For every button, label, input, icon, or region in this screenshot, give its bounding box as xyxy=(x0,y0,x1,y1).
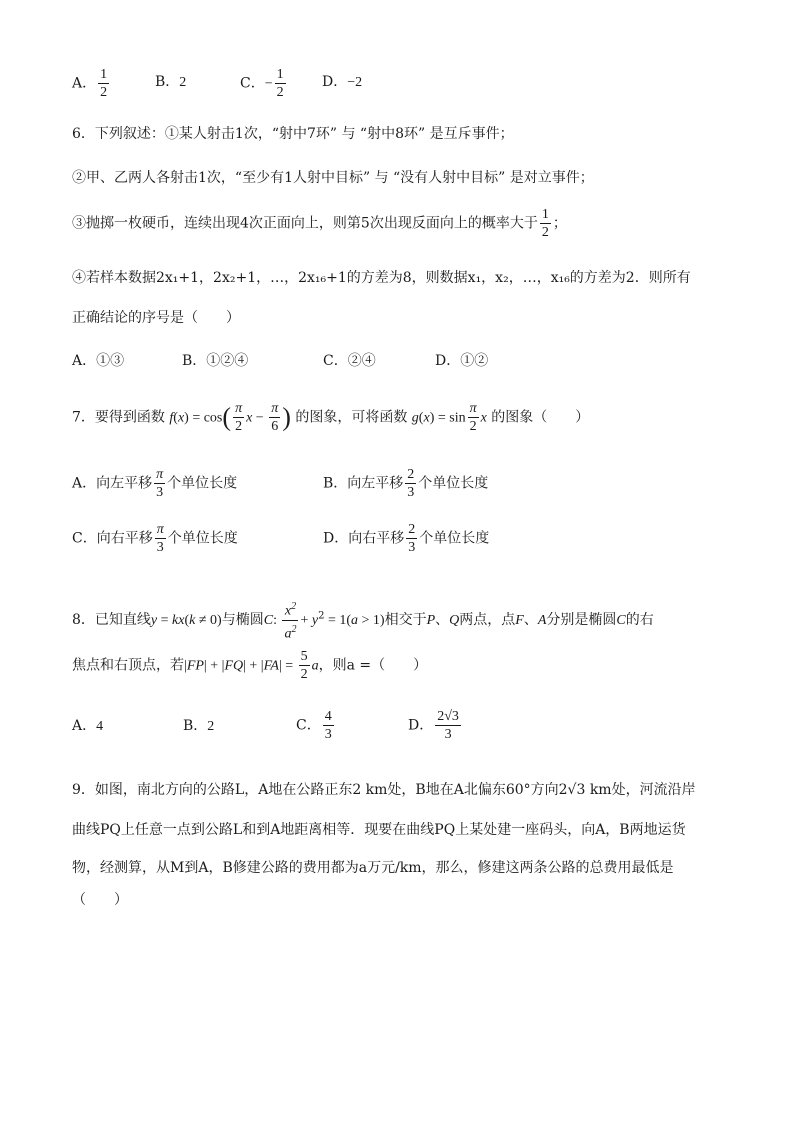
q9-line-3: 物，经测算，从M到A，B修建公路的费用都为a万元/km，那么，修建这两条公路的总费用最低是 xyxy=(72,860,674,876)
q6-item-3: ③抛掷一枚硬币，连续出现4次正面向上，则第5次出现反面向上的概率大于 $\frac{1}{2}$ ； xyxy=(72,207,567,240)
q6-option-b: B．①②④ xyxy=(182,353,249,369)
q8-option-b: B．2 xyxy=(183,718,215,734)
q8-stem-cont: 焦点和右顶点，若|FP| + |FQ| + |FA| = $\frac{5}{2}$ a，则a =（ ） xyxy=(72,649,428,682)
q8-option-c: C． $\frac{4}{3}$ xyxy=(296,709,332,742)
q9-line-1: 9．如图，南北方向的公路L，A地在公路正东2 km处，B地在A北偏东60°方向2√3 km处，河流沿岸 xyxy=(72,782,696,798)
q9-line-4: （ ） xyxy=(72,892,128,908)
q5-option-b: B．2 xyxy=(155,74,187,90)
q6-option-c: C．②④ xyxy=(323,353,376,369)
q7-option-b: B．向左平移 $\frac{2}{3}$ 个单位长度 xyxy=(323,467,489,500)
q5-option-c: C．− $\frac{1}{2}$ xyxy=(240,67,284,100)
q9-line-2: 曲线PQ上任意一点到公路L和到A地距离相等．现要在曲线PQ上某处建一座码头，向A，B两地运货 xyxy=(72,822,686,838)
q7-option-d: D．向右平移 $\frac{2}{3}$ 个单位长度 xyxy=(323,522,490,555)
q8-stem: 8．已知直线y = kx(k ≠ 0)与椭圆C: $\frac{x^2}{a^2}$ + $y^2 = 1(a > 1)$相交于P、Q两点，点F、A分别是椭圆C的右 xyxy=(72,598,654,642)
q6-option-d: D．①② xyxy=(435,353,489,369)
q6-option-a: A．①③ xyxy=(72,353,125,369)
q7-option-c: C．向右平移 $\frac{\pi}{3}$ 个单位长度 xyxy=(72,522,238,555)
q6-item-4-cont: 正确结论的序号是（ ） xyxy=(72,310,240,326)
q7-function-f: f xyxy=(169,410,174,426)
q7-option-a: A．向左平移 $\frac{\pi}{3}$ 个单位长度 xyxy=(72,467,238,500)
q7-stem: 7．要得到函数 f(x) = cos( $\frac{\pi}{2}$ x − $\frac{\pi}{6}$ ) 的图象，可将函数 g(x) = sin $\frac{\pi}{2}$ x 的图象（ ） xyxy=(72,401,590,434)
q6-item-2: ②甲、乙两人各射击1次，“至少有1人射中目标” 与 “没有人射中目标” 是对立事件； xyxy=(72,170,594,186)
q8-option-d: D． $\frac{2√3}{3}$ xyxy=(408,709,459,742)
q5-option-a: A． $\frac{1}{2}$ xyxy=(72,67,108,100)
q6-item-4: ④若样本数据2x₁+1，2x₂+1，…，2x₁₆+1的方差为8，则数据x₁，x₂，…，x₁₆的方差为2．则所有 xyxy=(72,270,691,286)
q5-option-d: D．−2 xyxy=(322,74,363,90)
q6-intro: 6．下列叙述：①某人射击1次，“射中7环” 与 “射中8环” 是互斥事件； xyxy=(72,126,514,142)
q7-function-g: g xyxy=(411,410,419,426)
q8-option-a: A．4 xyxy=(72,718,104,734)
